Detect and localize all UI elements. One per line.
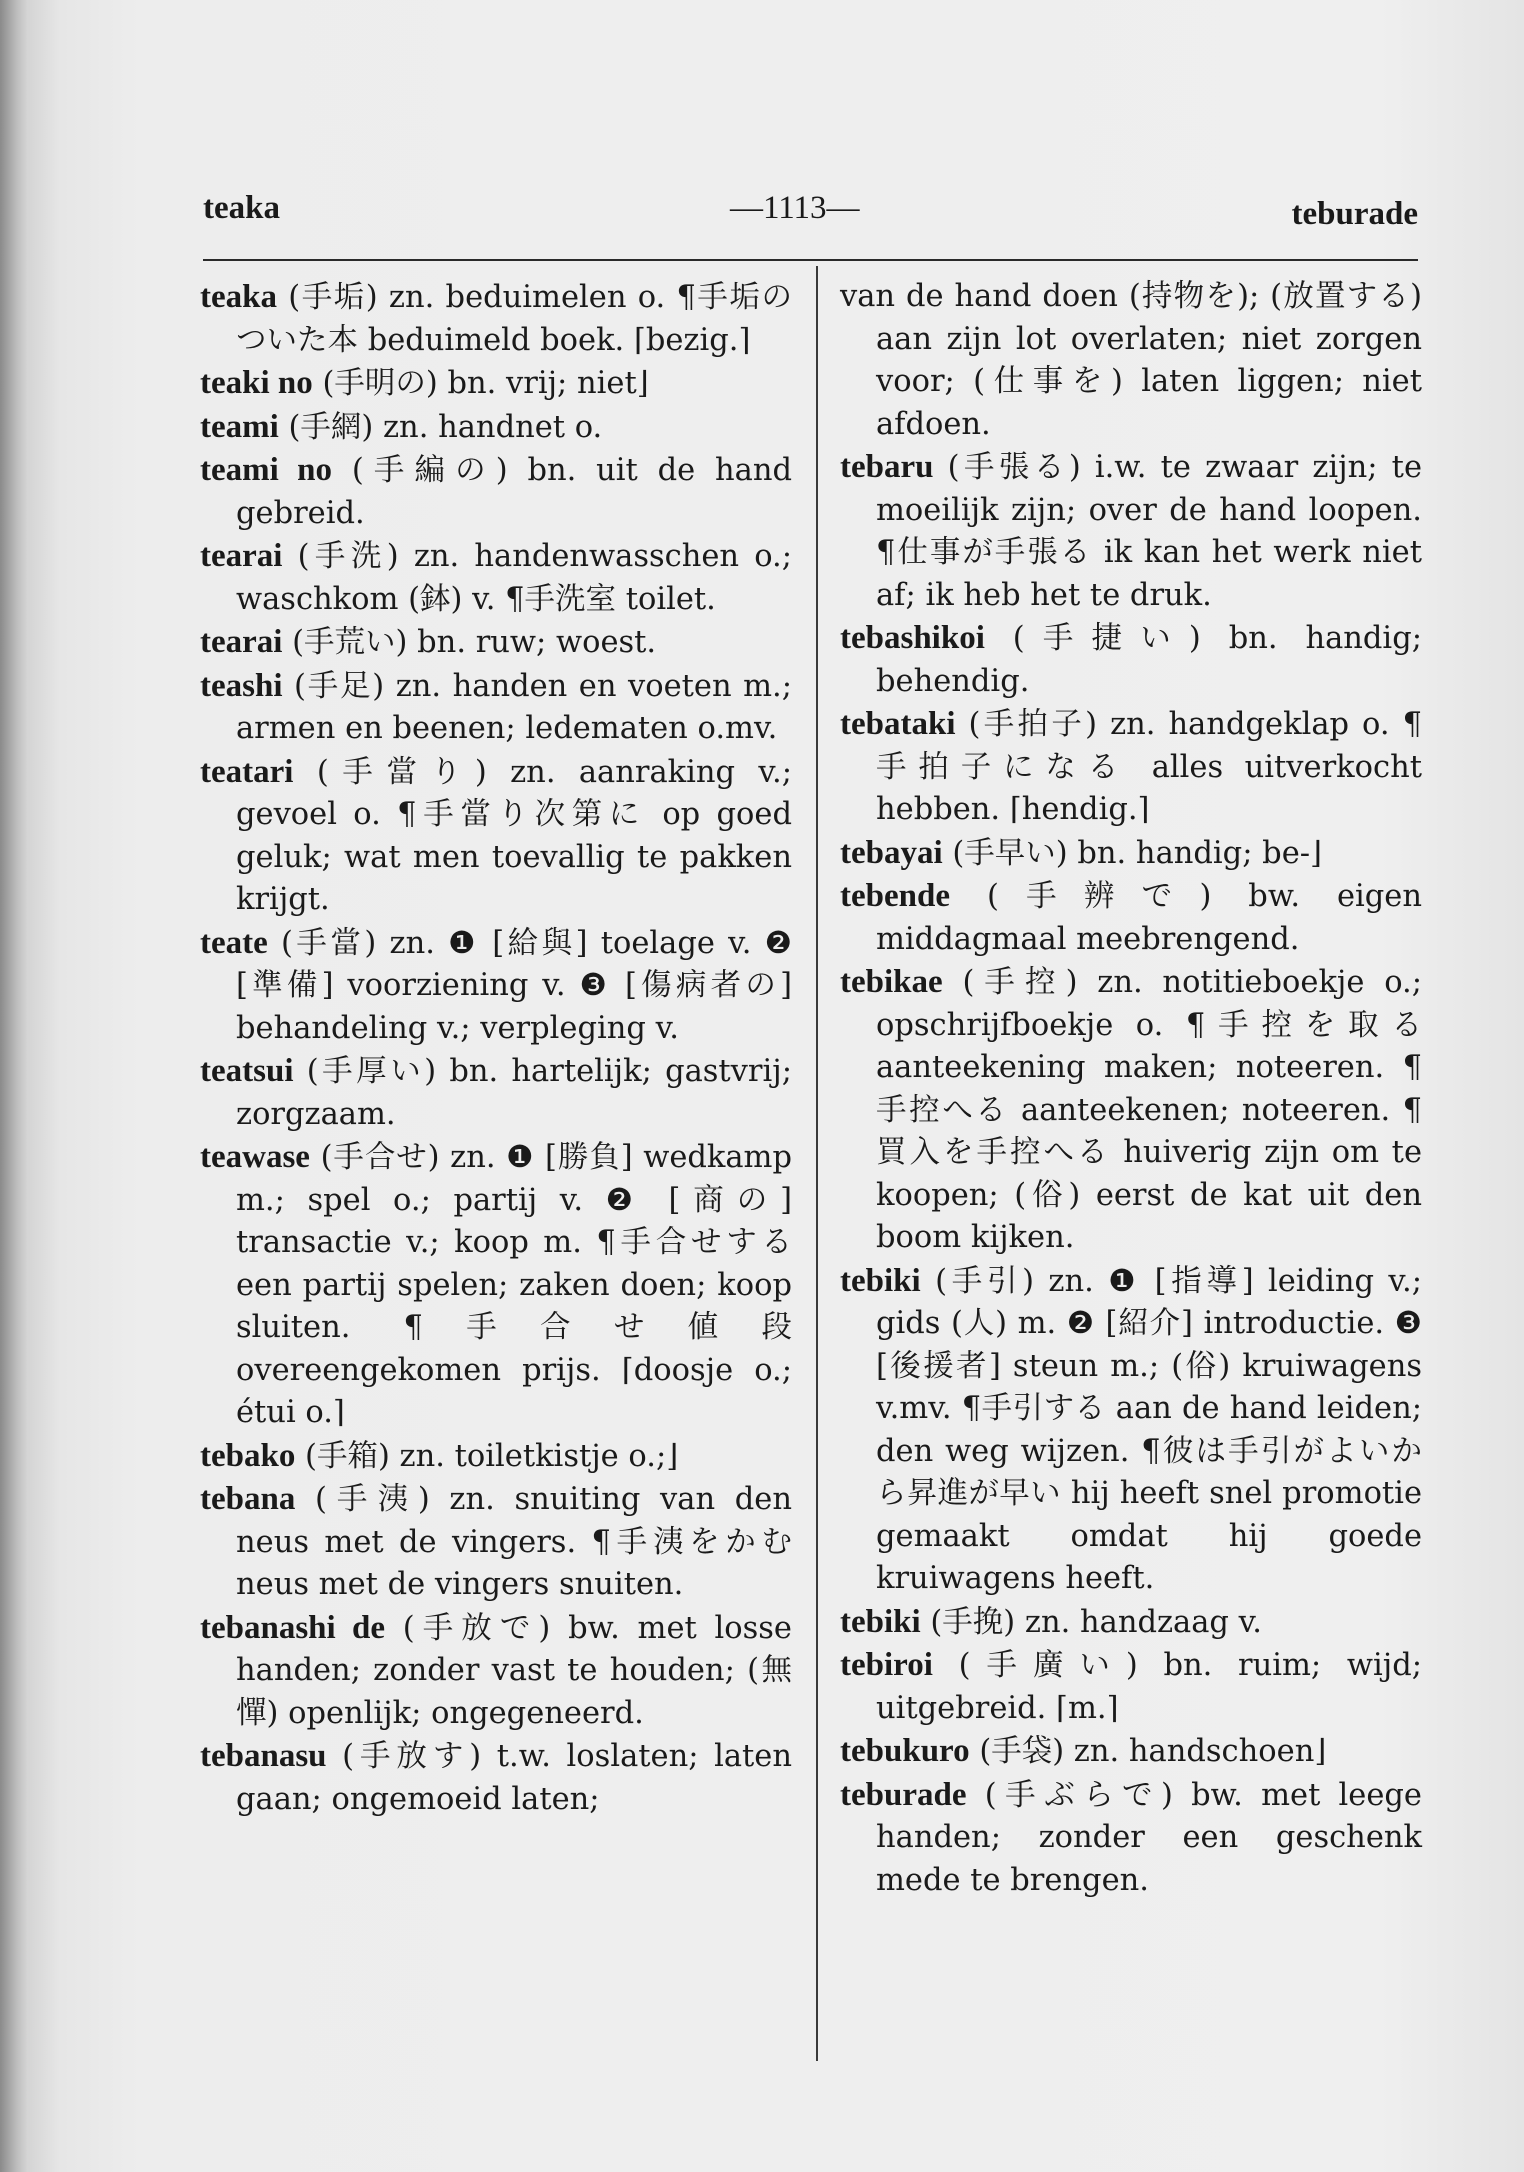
headword: tebana	[200, 1481, 296, 1517]
entry-text: (手洟) zn. snuiting van den neus met de vingers. ¶手洟をかむ neus met de vingers snuiten.	[236, 1482, 792, 1602]
entry-text: (手放で) bw. met losse handen; zonder vast te houden; (無憚) openlijk; ongegeneerd.	[236, 1610, 792, 1731]
headword: teashi	[200, 667, 283, 704]
entry-text: (手辨で) bw. eigen middagmaal meebrengend.	[876, 879, 1422, 957]
entry-text: (手洗) zn. handenwasschen o.; waschkom (鉢) v. ¶手洗室 toilet.	[236, 539, 792, 617]
headword: teate	[200, 924, 268, 961]
dictionary-entry	[200, 1607, 792, 1736]
entry-text: (手合せ) zn. ❶ [勝負] wedkamp m.; spel o.; partij v. ❷ [商の] transactie v.; koop m. ¶手合せする een partij spelen; zaken doen; koop sluiten. ¶手合せ値段 overeengekomen prijs. ⌈doosje o.; étui o.⌉	[236, 1140, 793, 1430]
headword: tebiki	[840, 1262, 921, 1299]
page-binding-edge	[0, 0, 28, 2172]
headword: tebayai	[840, 834, 943, 871]
entry-text: (手明の) bn. vrij; niet⌋	[322, 366, 649, 401]
dictionary-entry	[840, 617, 1422, 703]
dictionary-entry	[840, 1644, 1422, 1730]
headword: tebukuro	[840, 1733, 970, 1769]
dictionary-entry	[840, 832, 1422, 876]
entry-text: (手引) zn. ❶ [指導] leiding v.; gids (人) m. ❷ [紹介] introductie. ❸ [後援者] steun m.; (俗) kruiwagens v.mv. ¶手引する aan de hand leiden; den weg wijzen. ¶彼は手引がよいから昇進が早い hij heeft snel promotie gemaakt omdat hij goede kruiwagens heeft.	[876, 1263, 1422, 1596]
entry-text: (手廣い) bn. ruim; wijd; uitgebreid. ⌈m.⌉	[876, 1648, 1422, 1726]
entry-text: (手放す) t.w. loslaten; laten gaan; ongemoeid laten;	[236, 1739, 792, 1817]
column-divider	[816, 266, 818, 2061]
dictionary-entry	[840, 1730, 1422, 1774]
headword: tebataki	[840, 706, 956, 742]
entry-text: (手足) zn. handen en voeten m.; armen en beenen; ledematen o.mv.	[236, 668, 792, 746]
dictionary-entry	[840, 875, 1422, 961]
right-column	[840, 276, 1422, 1902]
page-number: —1113—	[730, 190, 860, 226]
headword: teburade	[840, 1776, 967, 1813]
headword: tearai	[200, 624, 283, 660]
headword: tebiroi	[840, 1647, 933, 1683]
dictionary-entry	[200, 665, 792, 751]
headword: tebende	[840, 878, 950, 914]
headword: tebikae	[840, 964, 943, 1000]
headword: teatari	[200, 753, 294, 790]
entry-text: (手厚い) bn. hartelijk; gastvrij; zorgzaam.	[236, 1054, 792, 1132]
dictionary-entry	[200, 535, 792, 621]
headword: tebiki	[840, 1603, 921, 1640]
headword: tearai	[200, 538, 283, 574]
header-left-guide-word: teaka	[203, 190, 280, 226]
dictionary-entry	[840, 1774, 1422, 1903]
headword: tebaru	[840, 449, 934, 485]
headword: tebako	[200, 1437, 296, 1474]
entry-text: (手早い) bn. handig; be-⌋	[952, 835, 1322, 871]
headword: teaki no	[200, 365, 313, 401]
entry-text: (手袋) zn. handschoen⌋	[979, 1734, 1327, 1769]
entry-text: van de hand doen (持物を); (放置する) aan zijn lot overlaten; niet zorgen voor; (仕事を) laten liggen; niet afdoen.	[840, 279, 1422, 442]
entry-text: (手網) zn. handnet o.	[288, 409, 603, 445]
dictionary-entry	[840, 703, 1422, 832]
left-column	[200, 276, 792, 1821]
dictionary-entry	[200, 1735, 792, 1821]
dictionary-entry	[840, 1260, 1422, 1601]
headword: teami	[200, 408, 279, 445]
dictionary-entry	[200, 922, 792, 1051]
entry-text: (手荒い) bn. ruw; woest.	[292, 625, 657, 660]
entry-text: (手挽) zn. handzaag v.	[930, 1604, 1262, 1640]
dictionary-entry	[840, 1601, 1422, 1645]
headword: teami no	[200, 452, 333, 488]
dictionary-entry	[200, 406, 792, 450]
headword: tebashikoi	[840, 620, 985, 656]
entry-text: (手拍子) zn. handgeklap o. ¶手拍子になる alles uitverkocht hebben. ⌈hendig.⌉	[876, 707, 1422, 827]
entry-text: (手當) zn. ❶ [給與] toelage v. ❷ [準備] voorziening v. ❸ [傷病者の] behandeling v.; verpleging v.	[236, 925, 792, 1046]
entry-text: (手編の) bn. uit de hand gebreid.	[236, 453, 792, 531]
dictionary-entry	[840, 446, 1422, 617]
headword: tebanashi de	[200, 1609, 386, 1646]
dictionary-entry	[200, 1478, 792, 1607]
dictionary-entry	[200, 621, 792, 665]
headword: tebanasu	[200, 1738, 327, 1774]
headword: teaka	[200, 279, 277, 315]
dictionary-entry	[200, 449, 792, 535]
header-rule	[203, 259, 1418, 261]
entry-text: (手張る) i.w. te zwaar zijn; te moeilijk zijn; over de hand loopen. ¶仕事が手張る ik kan het werk niet af; ik heb het te druk.	[876, 450, 1422, 613]
dictionary-entry	[840, 961, 1422, 1260]
entry-text: (手當り) zn. aanraking v.; gevoel o. ¶手當り次第に op goed geluk; wat men toevallig te pakken krijgt.	[236, 754, 792, 917]
dictionary-entry	[200, 276, 792, 362]
dictionary-entry	[200, 1136, 792, 1435]
header-right-guide-word: teburade	[1291, 196, 1418, 232]
headword: teawase	[200, 1139, 310, 1175]
entry-text: (手捷い) bn. handig; behendig.	[876, 621, 1422, 699]
dictionary-entry	[200, 1435, 792, 1479]
dictionary-entry	[200, 362, 792, 406]
entry-text: (手ぶらで) bw. met leege handen; zonder een geschenk mede te brengen.	[876, 1777, 1422, 1898]
headword: teatsui	[200, 1053, 294, 1089]
dictionary-entry-continuation	[840, 276, 1422, 446]
dictionary-entry	[200, 1050, 792, 1136]
entry-text: (手垢) zn. beduimelen o. ¶手垢のついた本 beduimeld boek. ⌈bezig.⌉	[236, 280, 793, 358]
dictionary-entry	[200, 751, 792, 922]
entry-text: (手箱) zn. toiletkistje o.;⌋	[305, 1438, 679, 1474]
entry-text: (手控) zn. notitieboekje o.; opschrijfboekje o. ¶手控を取る aanteekening maken; noteeren. ¶手控へる aanteekenen; noteeren. ¶買入を手控へる huiverig zijn om te koopen; (俗) eerst de kat uit den boom kijken.	[876, 965, 1422, 1255]
